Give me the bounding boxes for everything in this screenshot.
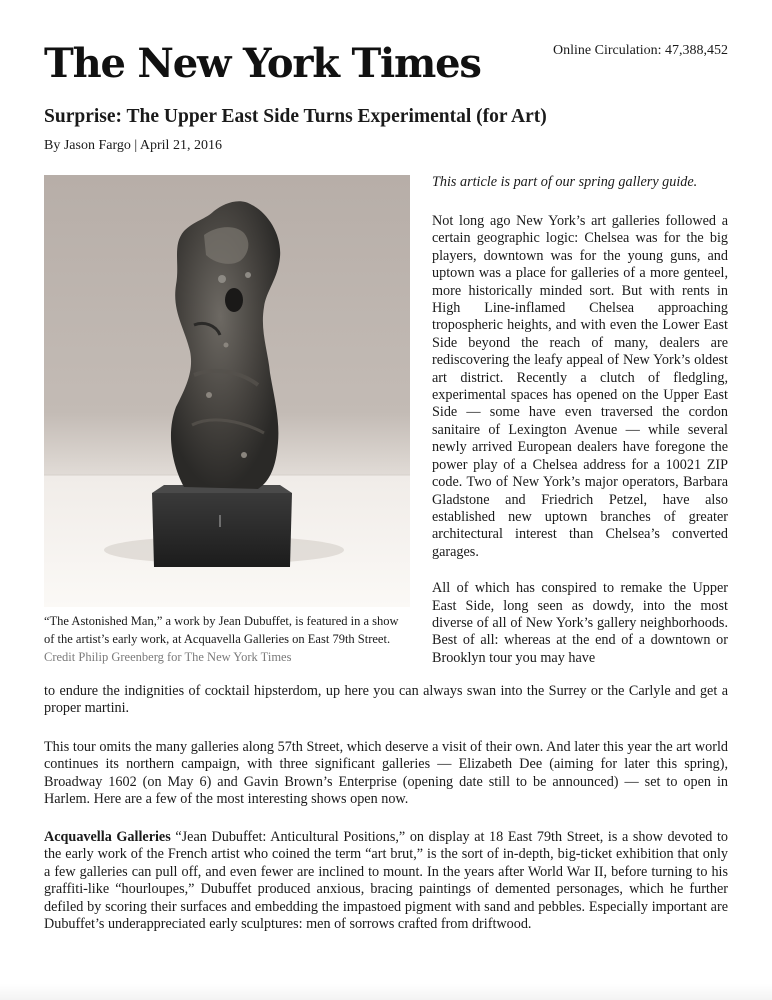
gallery-name-acquavella: Acquavella Galleries xyxy=(44,829,171,845)
article-paragraph-2-start: All of which has conspired to remake the Upper East Side, long seen as dowdy, into the most diverse of all of New York’s gallery neighborhoods. Best of all: whereas at the end of a downtown or Brooklyn tour you may have xyxy=(432,580,728,666)
article-headline: Surprise: The Upper East Side Turns Experimental (for Art) xyxy=(44,106,547,127)
page-bottom-edge xyxy=(0,984,772,1000)
photo-caption xyxy=(44,612,412,666)
masthead-logo: The New York Times xyxy=(44,40,481,87)
article-paragraph-2-end: to endure the indignities of cocktail hipsterdom, up here you can always swan into the Surrey or the Carlyle and get a proper martini. xyxy=(44,683,728,717)
article-column xyxy=(432,213,728,686)
article-paragraph-4-block xyxy=(44,829,728,933)
article-paragraph-3-block xyxy=(44,739,728,809)
online-circulation: Online Circulation: 47,388,452 xyxy=(553,43,728,58)
article-intro: This article is part of our spring gallery guide. xyxy=(432,174,698,190)
article-paragraph-2-end-block xyxy=(44,683,728,718)
article-paragraph-4 xyxy=(44,829,728,933)
article-paragraph-3: This tour omits the many galleries along 57th Street, which deserve a visit of their own. And later this year the art world continues its northern campaign, with three significant galleries — Elizabeth Dee (aiming for later this spring), Broadway 1602 (on May 6) and Gavin Brown’s Enterprise (opening date still to be announced) — set to open in Harlem. Here are a few of the most interesting shows open now. xyxy=(44,739,728,808)
article-byline: By Jason Fargo | April 21, 2016 xyxy=(44,138,222,153)
photo-caption-text: “The Astonished Man,” a work by Jean Dubuffet, is featured in a show of the artist’s early work, at Acquavella Galleries on East 79th Street. xyxy=(44,614,399,646)
sculpture-illustration xyxy=(44,175,410,607)
article-paragraph-1: Not long ago New York’s art galleries followed a certain geographic logic: Chelsea was for the big players, downtown was for the young guns, and uptown was a place for galleries of a more genteel, more historically minded sort. But with rents in High Line-inflamed Chelsea approaching tropospheric heights, and with even the Lower East Side beyond the reach of many, dealers are rediscovering the leafy appeal of New York’s oldest art district. Recently a clutch of fledgling, experimental spaces has opened on the Upper East Side — some have even traversed the cordon sanitaire of Lexington Avenue — while several newly arrived European dealers have foregone the power play of a Chelsea address for a 10021 ZIP code. Two of New York’s major operators, Barbara Gladstone and Friedrich Petzel, have also established new uptown branches of greater architectural interest than Chelsea’s converted garages. xyxy=(432,213,728,560)
article-paragraph-4-text: “Jean Dubuffet: Anticultural Positions,” on display at 18 East 79th Street, is a show devoted to the early work of the French artist who coined the term “art brut,” is the sort of in-depth, big-ticket exhibition that only a few galleries can pull off, and even fewer are inclined to mount. In the years after World War II, before turning to his graffiti-like “hourloupes,” Dubuffet produced anxious, bracing paintings of demented personages, which he further defiled by scoring their surfaces and embedding the impastoed pigment with sand and pebbles. Especially important are Dubuffet’s underappreciated early sculptures: men of sorrows crafted from driftwood. xyxy=(44,829,729,933)
photo-credit: Credit Philip Greenberg for The New York Times xyxy=(44,650,292,664)
sculpture-photo xyxy=(44,175,410,607)
